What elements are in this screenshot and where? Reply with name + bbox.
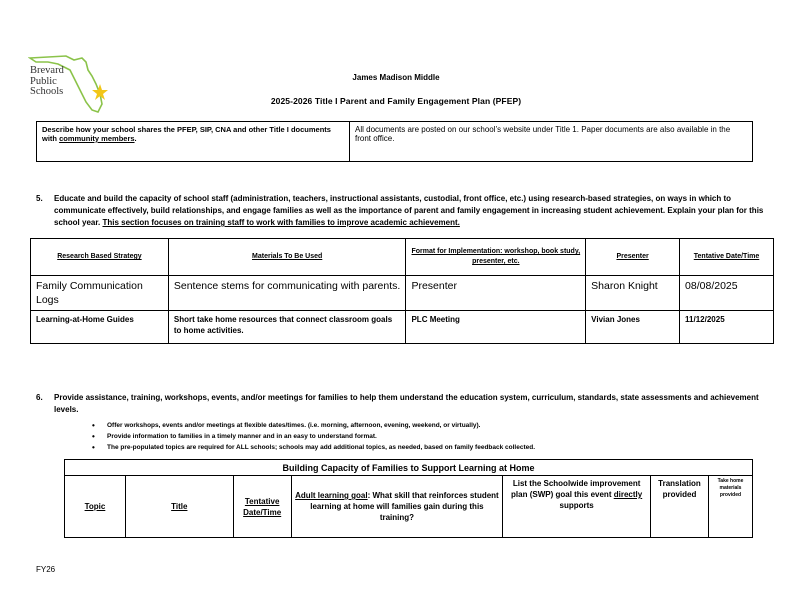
presenter-cell: Sharon Knight	[586, 276, 680, 311]
list-item: • Provide information to families in a timely manner and in an easy to understand format.	[92, 431, 535, 442]
section-6-bullets	[92, 420, 535, 453]
section-5-prompt: 5. Educate and build the capacity of school staff (administration, teachers, instructional assistants, custodial, front office, etc.) using research-based strategies, on ways in which to communicate effectively, build relationships, and engage families as well as the importance of parent and family engagement in increasing student achievement. Explain your plan for this school year. This section focuses on training staff to work with families to improve academic achievement.	[36, 194, 764, 227]
strategy-cell: Learning-at-Home Guides	[31, 311, 169, 344]
table-row	[31, 276, 774, 311]
section-6-number: 6.	[36, 393, 43, 402]
school-name: James Madison Middle	[352, 73, 440, 82]
staff-table-header-row	[31, 239, 774, 276]
staff-training-table	[30, 238, 774, 344]
section-5-focus-note: This section focuses on training staff to work with families to improve academic achievement.	[102, 218, 460, 227]
family-table-caption: Building Capacity of Families to Support Learning at Home	[65, 460, 753, 476]
header-topic: Topic	[65, 476, 126, 538]
format-cell: Presenter	[406, 276, 586, 311]
list-item: • The pre-populated topics are required for ALL schools; schools may add additional topics, as needed, based on family feedback collected.	[92, 442, 535, 453]
plan-title: 2025-2026 Title I Parent and Family Engagement Plan (PFEP)	[270, 96, 522, 106]
header-tentative-date: Tentative Date/Time	[233, 476, 291, 538]
section-6-prompt: 6. Provide assistance, training, workshops, events, and/or meetings for families to help them understand the education system, curriculum, standards, state assessments and achievement levels.	[36, 393, 759, 414]
sharing-question: Describe how your school shares the PFEP, SIP, CNA and other Title I documents with community members.	[37, 122, 350, 162]
sharing-answer: All documents are posted on our school’s website under Title 1. Paper documents are also available in the front office.	[350, 122, 753, 162]
logo-wordmark: Brevard Public Schools	[30, 65, 64, 97]
header-translation: Translation provided	[651, 476, 709, 538]
format-cell: PLC Meeting	[406, 311, 586, 344]
footer-label: FY26	[36, 565, 56, 574]
header-adult-learning-goal: Adult learning goal: What skill that reinforces student learning at home will families gain during this training?	[291, 476, 503, 538]
strategy-cell: Family Communication Logs	[31, 276, 169, 311]
table-row	[31, 311, 774, 344]
materials-cell: Sentence stems for communicating with parents.	[168, 276, 406, 311]
family-table-header-row	[65, 476, 753, 538]
date-cell: 11/12/2025	[680, 311, 774, 344]
header-format: Format for Implementation: workshop, book study, presenter, etc.	[406, 239, 586, 276]
document-sharing-table	[36, 121, 753, 162]
header-presenter: Presenter	[586, 239, 680, 276]
header-title: Title	[125, 476, 233, 538]
date-cell: 08/08/2025	[680, 276, 774, 311]
presenter-cell: Vivian Jones	[586, 311, 680, 344]
section-5-number: 5.	[36, 194, 43, 203]
materials-cell: Short take home resources that connect classroom goals to home activities.	[168, 311, 406, 344]
family-capacity-table	[64, 459, 753, 538]
header-date: Tentative Date/Time	[680, 239, 774, 276]
header-take-home-materials: Take home materials provided	[708, 476, 752, 538]
header-materials: Materials To Be Used	[168, 239, 406, 276]
list-item: • Offer workshops, events and/or meetings at flexible dates/times. (i.e. morning, afternoon, evening, weekend, or virtually).	[92, 420, 535, 431]
header-strategy: Research Based Strategy	[31, 239, 169, 276]
header-swp-goal: List the Schoolwide improvement plan (SWP) goal this event directly supports	[503, 476, 651, 538]
